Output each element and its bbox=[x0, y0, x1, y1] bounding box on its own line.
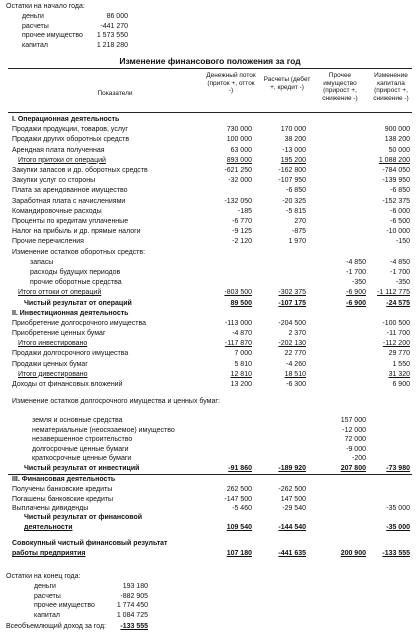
table-cell-c4: -24 575 bbox=[386, 299, 410, 307]
closing-title: Остатки на конец года: bbox=[6, 573, 81, 580]
income-label: Всеобъемлющий доход за год: bbox=[6, 623, 106, 630]
header-bottom-rule bbox=[8, 112, 412, 113]
net-invest-label: Чистый результат от инвестиций bbox=[24, 465, 140, 472]
opening-item-value: 86 000 bbox=[106, 13, 128, 20]
invest-item-label: краткосрочные ценные бумаги bbox=[32, 455, 132, 462]
finance-cell-c2: -29 540 bbox=[282, 505, 306, 512]
table-row-label: Проценты по кредитам уплаченные bbox=[12, 218, 129, 225]
closing-item-value: -882 905 bbox=[120, 592, 148, 600]
table-cell-c4: 1 550 bbox=[392, 360, 410, 368]
table-row-label: Арендная плата полученная bbox=[12, 146, 105, 154]
header-cashflow: Денежный поток (приток +, отток -) bbox=[206, 72, 256, 94]
table-cell-c4: -784 050 bbox=[382, 167, 410, 174]
invest-item-value: 72 000 bbox=[344, 436, 366, 443]
table-cell-c2: 38 200 bbox=[284, 136, 306, 144]
table-cell-c2: 18 510 bbox=[284, 370, 306, 378]
total-c3: 200 900 bbox=[340, 550, 366, 557]
table-cell-c4: 50 000 bbox=[388, 146, 410, 154]
table-row-label: расходы будущих периодов bbox=[30, 269, 121, 276]
table-cell-c4: -139 950 bbox=[382, 177, 410, 185]
invest-item-label: незавершенное строительство bbox=[32, 436, 133, 443]
table-cell-c4: -6 000 bbox=[390, 207, 410, 215]
table-row-label: Продажи долгосрочного имущества bbox=[12, 350, 129, 358]
opening-item-label: расчеты bbox=[22, 22, 49, 30]
table-cell-c4: -150 bbox=[395, 238, 410, 246]
opening-item-value: -441 270 bbox=[100, 22, 128, 30]
table-row-label: прочие оборотные средства bbox=[30, 279, 122, 287]
table-cell-c2: -162 800 bbox=[278, 167, 306, 174]
table-cell-c2: -6 300 bbox=[286, 381, 306, 388]
opening-title: Остатки на начало года: bbox=[6, 3, 85, 10]
table-cell-c1: 730 000 bbox=[226, 126, 252, 134]
income-value: -133 555 bbox=[120, 623, 148, 630]
table-row-label: Продажи других оборотных средств bbox=[12, 136, 130, 144]
table-row-label: Чистый результат от операций bbox=[24, 299, 132, 307]
invest-item-value: -12 000 bbox=[342, 426, 366, 434]
total-c1: 107 180 bbox=[226, 550, 252, 557]
finance-cell-c2: -262 500 bbox=[278, 486, 306, 493]
table-cell-c2: -302 375 bbox=[278, 289, 306, 297]
closing-item-label: деньги bbox=[34, 583, 56, 590]
net-invest-c4: -73 980 bbox=[386, 465, 410, 472]
table-cell-c2: -5 815 bbox=[286, 207, 306, 215]
table-cell-c1: 100 000 bbox=[226, 136, 252, 144]
table-cell-c3: -6 900 bbox=[346, 289, 366, 297]
table-cell-c1: 5 810 bbox=[234, 360, 252, 368]
table-cell-c3: -350 bbox=[351, 279, 366, 287]
table-cell-c1: -4 870 bbox=[232, 330, 252, 337]
closing-item-value: 193 180 bbox=[122, 583, 148, 590]
finance-cell-c4: -35 000 bbox=[386, 505, 410, 512]
table-cell-c2: 1 970 bbox=[288, 238, 306, 246]
table-cell-c3: -4 850 bbox=[346, 258, 366, 266]
table-cell-c1: -185 bbox=[237, 207, 252, 215]
opening-item-label: деньги bbox=[22, 13, 44, 20]
table-cell-c4: -4 850 bbox=[390, 258, 410, 266]
table-row-label: Закупки услуг со стороны bbox=[12, 177, 96, 185]
table-cell-c1: 89 500 bbox=[230, 299, 252, 307]
closing-item-value: 1 084 725 bbox=[116, 611, 148, 619]
table-cell-c1: 13 200 bbox=[230, 381, 252, 388]
invest-item-value: 157 000 bbox=[340, 417, 366, 424]
table-cell-c4: 1 088 200 bbox=[378, 156, 410, 164]
total-label-1: Совокупный чистый финансовый результат bbox=[12, 540, 168, 547]
table-cell-c2: -204 500 bbox=[278, 319, 306, 327]
table-cell-c1: -113 000 bbox=[224, 319, 252, 327]
invest-note: Изменение остатков долгосрочного имущества и ценных бумаг: bbox=[12, 398, 220, 405]
finance-row-label: Погашены банковские кредиты bbox=[12, 495, 114, 503]
finance-net-c4: -35 000 bbox=[386, 524, 410, 531]
table-row-label: Продажи продукции, товаров, услуг bbox=[12, 126, 128, 134]
opening-item-label: капитал bbox=[22, 41, 48, 49]
table-cell-c4: -1 700 bbox=[390, 269, 410, 276]
opening-item-value: 1 218 280 bbox=[96, 41, 128, 49]
closing-item-label: капитал bbox=[34, 611, 60, 619]
finance-row-label: Выплачены дивиденды bbox=[12, 505, 89, 512]
table-cell-c4: -10 000 bbox=[386, 228, 410, 236]
finance-cell-c1: -147 500 bbox=[224, 495, 252, 503]
table-row-label: Закупки запасов и др. оборотных средств bbox=[12, 167, 148, 174]
table-cell-c1: -9 125 bbox=[232, 228, 252, 236]
table-cell-c4: 900 000 bbox=[384, 126, 410, 134]
header-settlements: Расчеты (дебет +, кредит -) bbox=[263, 76, 311, 91]
finance-rule bbox=[8, 474, 412, 475]
table-row-label: Приобретение ценных бумаг bbox=[12, 330, 106, 337]
header-label: Показатели bbox=[97, 90, 133, 97]
table-row-label: Доходы от финансовых вложений bbox=[12, 381, 123, 388]
table-cell-c2: -202 130 bbox=[278, 340, 306, 348]
table-row-label: Плата за арендованное имущество bbox=[12, 187, 128, 195]
table-cell-c4: -11 700 bbox=[386, 330, 410, 337]
closing-item-label: прочее имущество bbox=[34, 602, 95, 609]
net-invest-c3: 207 800 bbox=[340, 465, 366, 472]
invest-item-label: земля и основные средства bbox=[32, 417, 123, 424]
table-cell-c1: 893 000 bbox=[226, 156, 252, 164]
opening-item-value: 1 573 550 bbox=[96, 32, 128, 39]
table-cell-c2: -20 325 bbox=[282, 197, 306, 205]
table-cell-c4: -350 bbox=[395, 279, 410, 287]
finance-cell-c1: -5 460 bbox=[232, 505, 252, 512]
table-cell-c2: 195 200 bbox=[280, 156, 306, 164]
invest-item-value: -9 000 bbox=[346, 445, 366, 453]
table-cell-c2: -4 260 bbox=[286, 360, 306, 368]
table-cell-c4: -152 375 bbox=[382, 197, 410, 205]
table-cell-c2: 270 bbox=[294, 218, 306, 225]
table-cell-c1: -621 250 bbox=[224, 167, 252, 174]
total-c4: -133 555 bbox=[382, 550, 410, 557]
table-cell-c4: -1 112 775 bbox=[377, 289, 410, 297]
table-cell-c3: -6 900 bbox=[346, 299, 366, 307]
table-cell-c4: 31 320 bbox=[388, 370, 410, 378]
table-cell-c2: -875 bbox=[291, 228, 306, 236]
table-row-label: Налог на прибыль и др. прямые налоги bbox=[12, 228, 141, 236]
table-cell-c1: 63 000 bbox=[230, 146, 252, 154]
table-row-label: Прочие перечисления bbox=[12, 238, 84, 246]
report-title: Изменение финансового положения за год bbox=[119, 56, 301, 66]
invest-item-value: -200 bbox=[351, 455, 366, 462]
finance-net-label-2: деятельности bbox=[24, 524, 73, 531]
table-cell-c3: -1 700 bbox=[346, 269, 366, 276]
total-label-2: работы предприятия bbox=[12, 550, 86, 557]
table-row-label: Итого дивестировано bbox=[18, 370, 88, 378]
net-invest-c2: -189 920 bbox=[278, 465, 306, 472]
table-row-label: Итого инвестировано bbox=[18, 340, 88, 348]
table-row-label: Итого оттоки от операций bbox=[18, 289, 102, 297]
table-cell-c2: -107 175 bbox=[278, 299, 306, 307]
invest-item-label: нематериальные (неосязаемое) имущество bbox=[32, 426, 175, 434]
table-cell-c1: 7 000 bbox=[234, 350, 252, 358]
table-row-label: Приобретение долгосрочного имущества bbox=[12, 319, 147, 327]
header-property: Прочее имущество (прирост +, снижение -) bbox=[322, 72, 358, 102]
table-cell-c1: -32 000 bbox=[228, 177, 252, 185]
table-cell-c4: 29 770 bbox=[388, 350, 410, 358]
table-row-label: Итого притоки от операций bbox=[18, 156, 106, 164]
finance-row-label: Получены банковские кредиты bbox=[12, 486, 113, 493]
table-row-label: запасы bbox=[30, 258, 54, 266]
closing-item-value: 1 774 450 bbox=[116, 602, 148, 609]
table-row-label: Заработная плата с начислениями bbox=[12, 197, 126, 205]
table-cell-c1: -117 870 bbox=[224, 340, 252, 348]
table-cell-c4: -6 500 bbox=[390, 218, 410, 225]
table-cell-c4: -100 500 bbox=[382, 319, 410, 327]
table-cell-c2: 2 370 bbox=[288, 330, 306, 337]
net-invest-c1: -91 860 bbox=[228, 465, 252, 472]
table-cell-c2: -13 000 bbox=[282, 146, 306, 154]
opening-item-label: прочее имущество bbox=[22, 32, 83, 39]
table-row-label: Продажи ценных бумаг bbox=[12, 360, 88, 368]
table-cell-c2: -6 850 bbox=[286, 187, 306, 195]
table-cell-c1: 12 810 bbox=[230, 370, 252, 378]
invest-item-label: долгосрочные ценные бумаги bbox=[32, 445, 129, 453]
table-cell-c2: 22 770 bbox=[284, 350, 306, 358]
table-cell-c1: -2 120 bbox=[232, 238, 252, 246]
table-cell-c2: 170 000 bbox=[280, 126, 306, 134]
table-cell-c4: 6 900 bbox=[392, 381, 410, 388]
finance-net-c1: 109 540 bbox=[226, 524, 252, 531]
table-cell-c1: -803 500 bbox=[224, 289, 252, 297]
closing-item-label: расчеты bbox=[34, 592, 61, 600]
table-cell-c1: -6 770 bbox=[232, 218, 252, 225]
table-row-label: II. Инвестиционная деятельность bbox=[12, 309, 129, 317]
table-cell-c1: -132 050 bbox=[224, 197, 252, 205]
finance-section: III. Финансовая деятельность bbox=[12, 476, 116, 483]
finance-cell-c1: 262 500 bbox=[226, 486, 252, 493]
table-cell-c4: 138 200 bbox=[384, 136, 410, 144]
finance-cell-c2: 147 500 bbox=[280, 495, 306, 503]
finance-net-label-1: Чистый результат от финансовой bbox=[24, 514, 143, 521]
table-cell-c4: -6 850 bbox=[390, 187, 410, 195]
table-cell-c4: -112 200 bbox=[382, 340, 410, 348]
table-cell-c2: -107 950 bbox=[278, 177, 306, 185]
table-row-label: I. Операционная деятельность bbox=[12, 116, 120, 123]
header-capital: Изменение капитала (прирост +, снижение -) bbox=[373, 72, 409, 102]
finance-net-c2: -144 540 bbox=[278, 524, 306, 531]
table-row-label: Изменение остатков оборотных средств: bbox=[12, 248, 146, 256]
table-row-label: Командировочные расходы bbox=[12, 207, 102, 215]
header-top-rule bbox=[8, 68, 412, 69]
total-c2: -441 635 bbox=[278, 550, 306, 557]
